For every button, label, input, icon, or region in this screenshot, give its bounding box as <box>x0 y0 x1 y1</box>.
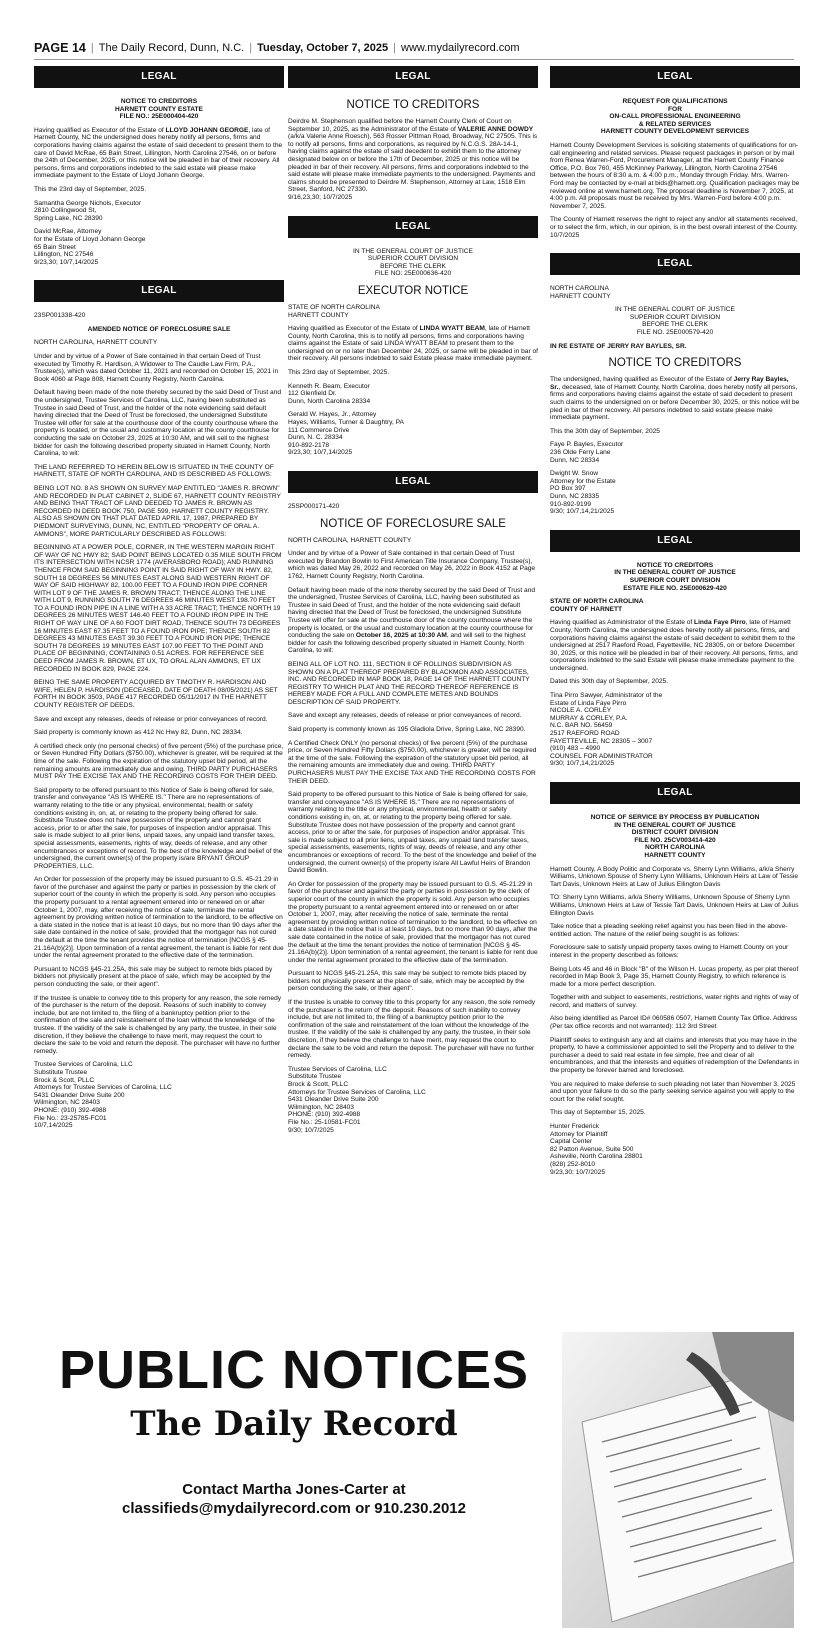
paragraph: Default having been made of the note thereby secured by the said Deed of Trust and the undersigned, Trustee Services of Carolina, LLC, having been substituted as Trustee in said Deed of Trust, and the holder of the note evidencing said default having directed that the Deed of Trust be foreclosed, the undersigned Substitute Trustee will offer for sale at the courthouse door of the county courthouse where the property is located, or the usual and customary location at the county courthouse for conducting the sale on October 23, 2025 at 10:30 AM, and will sell to the highest bidder for cash the following described property situated in Harnett County, North Carolina, to wit: <box>34 389 282 458</box>
file-number: 23SP001338-420 <box>34 312 86 320</box>
signature-attorney: David McRae, Attorney for the Estate of Lloyd Johann George 65 Bain Street Lillington, NC 27546 9/23,30; 10/7,14/2025 <box>34 228 146 266</box>
county-line: NORTH CAROLINA, HARNETT COUNTY <box>288 536 412 544</box>
notice-foreclosure-bowlin <box>288 503 538 1134</box>
signature-attorney: Hunter Frederick Attorney for Plaintiff Capital Center 82 Patton Avenue, Suite 500 Asheville, North Carolina 28801 (828) 252-8010 9/23,30; 10/7/2025 <box>550 1123 643 1176</box>
notice-heading: NOTICE TO CREDITORS HARNETT COUNTY ESTATE FILE NO.: 25E000404-420 <box>115 98 203 121</box>
paragraph: Plaintiff seeks to extinguish any and all claims and interests that you may have in the property, to have a commissioner appointed to sell the Property and to deliver to the purchaser a deed to said real estate in fee simple, free and clear of all encumbrances, and that the interests and equities of redemption of the Defendants in the property be forever barred and foreclosed. <box>550 1036 799 1075</box>
paragraph: Said property is commonly known as 195 Gladiola Drive, Spring Lake, NC 28390. <box>288 726 526 734</box>
legal-banner: LEGAL <box>288 471 538 493</box>
contact-line: Contact Martha Jones-Carter at <box>182 1481 406 1498</box>
column-3 <box>550 66 800 1182</box>
paragraph: The County of Harnett reserves the right to reject any and/or all statements received, or to select the firm, which, in our opinion, is in the best overall interest of the County. 10/7/2025 <box>550 216 798 239</box>
notice-lloyd-george <box>34 98 284 266</box>
paragraph: An Order for possession of the property may be issued pursuant to G.S. 45-21.29 in favor of the purchaser and against the party or parties in possession by the clerk of superior court of the county in which the property is sold. Any person who occupies the property pursuant to a rental agreement entered into or renewed on or after October 1, 2007, may, after receiving the notice of sale, terminate the rental agreement by providing written notice of termination to the landlord, to be effective on a date stated in the notice that is at least 10 days, but no more than 90 days, after the sale date contained in the notice of sale, provided that the mortgagor has not cured the default at the time the tenant provides the notice of termination [NCGS § 45-21.16A(b)(2)]. Upon termination of a rental agreement, the tenant is liable for rent due under the rental agreement prorated to the effective date of the termination. <box>288 880 538 964</box>
website-link[interactable]: www.mydailyrecord.com <box>401 42 520 54</box>
notice-body: Deirdre M. Stephenson qualified before the Harnett County Clerk of Court on September 10, 2025, as the Administrator of the Estate of VALERIE ANNE DOWDY (a/k/a Valerie Anne Roesch), 563 Rosser Pittman Road, Broadway, NC 27505. This is to notify all persons, firms and corporations, as required by N.C.G.S. 28A-14-1, having claims against the estate of said decedent to exhibit them to the attorney designated below on or before the 17th of December, 2025 or this notice will be pleaded in bar of their recovery. All persons, firms and corporations indebted to the said estate will please make immediate payments to the undersigned. Payments and claims should be presented to Deirdre M. Stephenson, Attorney at Law, 1518 Elm Street, Sanford, NC 27330. 9/16,23,30; 10/7/2025 <box>288 118 538 201</box>
legal-banner: LEGAL <box>288 216 538 238</box>
signature-executor: Kenneth R. Beam, Executor 112 Glenfield Dr. Dunn, North Carolina 28334 <box>288 382 371 405</box>
notice-valerie-dowdy <box>288 98 538 202</box>
notice-service-by-publication <box>550 814 800 1176</box>
notice-date: This the 30th day of September, 2025 <box>550 427 660 435</box>
separator: | <box>90 42 94 54</box>
paragraph: Pursuant to NCGS §45-21.25A, this sale may be subject to remote bids placed by bidders not physically present at the place of sale, which may be accepted by the person conducting the sale, or their agent". <box>288 970 527 993</box>
column-2 <box>288 66 538 1140</box>
signature-executor: Faye P. Bayles, Executor 236 Olde Ferry Lane Dunn, NC 28334 <box>550 441 624 464</box>
paragraph: Take notice that a pleading seeking relief against you has been filed in the above-entitled action. The nature of the relief being sought is as follows: <box>550 923 788 938</box>
notice-body: Having qualified as Executor of the Estate of LINDA WYATT BEAM, late of Harnett County, North Carolina, this is to notify all persons, firms and corporations having claims against the Estate of said LINDA WYATT BEAM to present them to the undersigned on or no later than December 24, 2025, or same will be pleaded in bar of their recovery. All persons indebted to said Estate please make immediate payment. <box>288 325 538 363</box>
paragraph: You are required to make defense to such pleading not later than November 3, 2025 and upon your failure to do so the party seeking service against you will apply to the court for the relief sought. <box>550 1080 796 1103</box>
notice-linda-beam <box>288 248 538 457</box>
legal-banner: LEGAL <box>550 782 800 804</box>
notice-amended-foreclosure <box>34 312 284 1129</box>
court-caption: IN THE GENERAL COURT OF JUSTICE SUPERIOR COURT DIVISION BEFORE THE CLERK FILE NO. 25E000579-420 <box>615 306 735 337</box>
file-number: 25SP000171-420 <box>288 503 340 510</box>
notice-heading: NOTICE OF SERVICE BY PROCESS BY PUBLICATION IN THE GENERAL COURT OF JUSTICE DISTRICT COURT DIVISION FILE NO. 25CV003414-420 NORTH CAROLINA HARNETT COUNTY <box>590 814 760 859</box>
paragraph: A certified check only (no personal checks) of five percent (5%) of the purchase price, or Seven Hundred Fifty Dollars ($750.00), whichever is greater, will be required at the time of the sale. Following the expiration of the statutory upset bid period, all the remaining amounts are immediately due and owing. THIRD PARTY PURCHASERS MUST PAY THE EXCISE TAX AND THE RECORDING COSTS FOR THEIR DEED. <box>34 742 284 781</box>
paragraph: BEING LOT NO. 8 AS SHOWN ON SURVEY MAP ENTITLED "JAMES R. BROWN" AND RECORDED IN PLAT CABINET 2, SLIDE 67, HARNETT COUNTY REGISTRY AND BEING THAT TRACT OF LAND DEEDED TO JAMES R. BROWN AS RECORDED IN DEED BOOK 750, PAGE 599, HARNETT COUNTY REGISTRY. ALSO AS SHOWN ON THAT PLAT DATED APRIL 17, 1987, PREPARED BY PIEDMONT SURVEYING, DUNN, NC, ENTITLED "PROPERTY OF ORAL A. AMMONS", MORE PARTICULARLY DESCRIBED AS FOLLOWS: <box>34 484 281 538</box>
paper-name: The Daily Record, Dunn, N.C. <box>98 42 245 54</box>
daily-record-logo: The Daily Record <box>130 1404 458 1444</box>
notice-body: Having qualified as Executor of the Estate of LLOYD JOHANN GEORGE, late of Harnett County, NC the undersigned does hereby notify all persons, firms and corporations having claims against the estate of said decedent to present them to the care of David McRae, 65 Bain Street, Lillington, North Carolina 27546, on or before the 24th of December, 2025, or this notice will be pleaded in bar of their recovery. All persons, firms and corporations indebted to the said estate will please make immediate payment to the Estate of Lloyd Johann George. <box>34 126 283 180</box>
ad-contact <box>34 1480 554 1518</box>
paragraph: Pursuant to NCGS §45-21.25A, this sale may be subject to remote bids placed by bidders not physically present at the place of sale, which may be accepted by the person conducting the sale, or their agent". <box>34 965 273 988</box>
court-caption: IN THE GENERAL COURT OF JUSTICE SUPERIOR COURT DIVISION BEFORE THE CLERK FILE NO: 25E000636-420 <box>353 247 473 278</box>
paragraph: Under and by virtue of a Power of Sale contained in that certain Deed of Trust executed by Timothy R. Hardison, A Widower to The Caudle Law Firm, P.A., Trustee(s), which was dated October 11, 2021 and recorded on October 15, 2021 in Book 4060 at Page 808, Harnett County Registry, North Carolina. <box>34 353 279 383</box>
paragraph: Foreclosure sale to satisfy unpaid property taxes owing to Harnett County on your interest in the property described as follows: <box>550 944 789 959</box>
legal-banner: LEGAL <box>34 66 284 88</box>
signature-trustee: Trustee Services of Carolina, LLC Substitute Trustee Brock & Scott, PLLC Attorneys for Trustee Services of Carolina, LLC 5431 Oleander Drive Suite 200 Wilmington, NC 28403 PHONE: (910) 392-4988 File No.: 25-10581-FC01 9/30; 10/7/2025 <box>288 1065 426 1134</box>
notice-heading: REQUEST FOR QUALIFICATIONS FOR ON-CALL PROFESSIONAL ENGINEERING & RELATED SERVICES HARNETT COUNTY DEVELOPMENT SERVICES <box>600 98 750 136</box>
state-line: STATE OF NORTH CAROLINA HARNETT COUNTY <box>288 303 380 319</box>
separator: | <box>249 42 253 54</box>
notice-linda-pirro <box>550 562 800 768</box>
public-notices-ad <box>34 1332 794 1628</box>
legal-banner: LEGAL <box>550 253 800 275</box>
paragraph: BEING ALL OF LOT NO. 111, SECTION II OF ROLLINGS SUBDIVISION AS SHOWN ON A PLAT THEREOF PREPARED BY BLACKMON AND ASSOCIATES, INC. AND RECORDED IN MAP BOOK 18, PAGE 14 OF THE HARNETT COUNTY REGISTRY TO WHICH PLAT AND THE RECORD THEREOF REFERENCE IS HEREBY MADE FOR A FULL AND COMPLETE METES AND BOUNDS DESCRIPTION OF SAID PROPERTY. <box>288 660 530 706</box>
page-number: PAGE 14 <box>34 41 86 55</box>
signature-administrator: Tina Pirro Sawyer, Administrator of the Estate of Linda Faye Pirro NICOLE A. CORLEY MURRAY & CORLEY, P.A. N.C. BAR NO. 56459 2517 RAEFORD ROAD FAYETTEVILLE, NC 28305 – 3007 (910) 483 – 4990 COUNSEL FOR ADMINISTRATOR 9/30; 10/7,14,21/2025 <box>550 692 663 768</box>
paragraph: Said property to be offered pursuant to this Notice of Sale is being offered for sale, transfer and conveyance "AS IS WHERE IS." There are no representations of warranty relating to the title or any physical, environmental, health or safety conditions existing in, on, at, or relating to the property being offered for sale. Substitute Trustee does not have possession of the property and cannot grant access, prior to or after the sale, for purposes of inspection and/or appraisal. This sale is made subject to all prior liens, unpaid taxes, any unpaid land transfer taxes, special assessments, easements, rights of way, deeds of release, and any other encumbrances or exceptions of record. To the best of the knowledge and belief of the undersigned, the current owner(s) of the property is/are BRYANT GROUP PROPERTIES, LLC. <box>34 786 283 870</box>
paragraph: THE LAND REFERRED TO HEREIN BELOW IS SITUATED IN THE COUNTY OF HARNETT, STATE OF NORTH CAROLINA, AND IS DESCRIBED AS FOLLOWS: <box>34 463 274 479</box>
signature-attorney: Gerald W. Hayes, Jr., Attorney Hayes, Williams, Turner & Daughtry, PA 111 Commerce Drive Dunn, N. C. 28334 910-892-2178 9/23,30; 10/7,14/2025 <box>288 411 404 457</box>
signature-trustee: Trustee Services of Carolina, LLC Substitute Trustee Brock & Scott, PLLC Attorneys for Trustee Services of Carolina, LLC 5431 Oleander Drive Suite 200 Wilmington, NC 28403 PHONE: (910) 392-4988 File No.: 23-25785-FC01 10/7,14/2025 <box>34 1061 172 1130</box>
paragraph: If the trustee is unable to convey title to this property for any reason, the sole remedy of the purchaser is the return of the deposit. Reasons of such inability to convey include, but are not limited to, the filing of a bankruptcy petition prior to the confirmation of the sale and reinstatement of the loan without the knowledge of the trustee. If the validity of the sale is challenged by any party, the trustee, in their sole discretion, if they believe the challenge to have merit, may request the court to declare the sale to be void and return the deposit. The purchaser will have no further remedy. <box>288 999 536 1060</box>
notice-date: Dated this 30th day of September, 2025. <box>550 678 669 686</box>
paragraph: Under and by virtue of a Power of Sale contained in that certain Deed of Trust executed by Brandon Bowlin to First American Title Insurance Company, Trustee(s), which was dated May 26, 2022 and recorded on May 26, 2022 in Book 4152 at Page 1762, Harnett County Registry, North Carolina. <box>288 550 536 580</box>
paragraph: Save and except any releases, deeds of release or prior conveyances of record. <box>288 712 522 720</box>
notice-rfq-engineering <box>550 98 800 239</box>
separator: | <box>393 42 396 54</box>
paragraph: An Order for possession of the property may be issued pursuant to G.S. 45-21.29 in favor of the purchaser and against the party or parties in possession by the clerk of superior court of the county in which the property is sold. Any person who occupies the property pursuant to a rental agreement entered into or renewed on or after October 1, 2007, may, after receiving the notice of sale, terminate the rental agreement by providing written notice of termination to the landlord, to be effective on a date stated in the notice that is at least 10 days, but no more than 90 days after the sale date contained in the notice of sale, provided that the mortgagor has not cured the default at the time the tenant provides the notice of termination [NCGS § 45-21.16A(b)(2)]. Upon termination of a rental agreement, the tenant is liable for rent due under the rental agreement prorated to the effective date of the termination. <box>34 876 284 960</box>
notice-date: This day of September 15, 2025. <box>550 1109 646 1117</box>
notice-heading: EXECUTOR NOTICE <box>357 284 469 297</box>
paragraph: Said property is commonly known as 412 Nc Hwy 82, Dunn, NC 28334. <box>34 729 243 737</box>
paragraph: TO: Sherry Lynn Williams, a/k/a Sherry Williams, Unknown Spouse of Sherry Lynn Williams, Unknown Heirs at Law of Tessie Tart Davis, Unknown Heirs at Law of Julius Ellington Davis <box>550 894 799 917</box>
header-rule <box>34 59 794 60</box>
county-line: NORTH CAROLINA, HARNETT COUNTY <box>34 339 158 347</box>
paragraph: If the trustee is unable to convey title to this property for any reason, the sole remedy of the purchaser is the return of the deposit. Reasons of such inability to convey include, but are not limited to, the filing of a bankruptcy petition prior to the confirmation of the sale and reinstatement of the loan without the knowledge of the trustee. If the validity of the sale is challenged by any party, the trustee, in their sole discretion, if they believe the challenge to have merit, may request the court to declare the sale to be void and return the deposit. The purchaser will have no further remedy. <box>34 994 282 1055</box>
contact-email-phone[interactable]: classifieds@mydailyrecord.com or 910.230.2012 <box>122 1500 466 1517</box>
newspaper-photo-icon <box>562 1332 794 1628</box>
estate-line: IN RE ESTATE OF JERRY RAY BAYLES, SR. <box>550 342 687 350</box>
page-header <box>34 40 794 56</box>
signature-executor: Samantha George Nichols, Executor 2810 Collingwood St, Spring Lake, NC 28390 <box>34 199 142 222</box>
legal-banner: LEGAL <box>34 280 284 302</box>
legal-banner: LEGAL <box>288 66 538 88</box>
signature-attorney: Dwight W. Snow Attorney for the Estate PO Box 397 Dunn, NC 28335 910-892-9199 9/30; 10/7,14,21/2025 <box>550 470 616 516</box>
issue-date: Tuesday, October 7, 2025 <box>257 42 389 54</box>
notice-date: This 23rd day of September, 2025. <box>288 369 390 377</box>
paragraph: Harnett County, A Body Politic and Corporate vs. Sherry Lynn Williams, a/k/a Sherry Williams, Unknown Spouse of Sherry Lynn Williams, Unknown Heirs at Law of Tessie Tart Davis, Unknown Heirs at Law of Julius Ellington Davis <box>550 865 799 888</box>
paragraph: BEING THE SAME PROPERTY ACQUIRED BY TIMOTHY R. HARDISON AND WIFE, HELEN P. HARDISON (DECEASED, DATE OF DEATH 08/05/2021) AS SET FORTH IN BOOK 3503, PAGE 417 RECORDED 05/11/2017 IN THE HARNETT COUNTY REGISTER OF DEEDS. <box>34 679 278 709</box>
paragraph: Also being identified as Parcel ID# 060586 0507, Harnett County Tax Office. Address (Per tax office records and not warranted): 112 3rd Street <box>550 1015 798 1031</box>
paragraph: Being Lots 45 and 46 in Block "B" of the Wilson H. Lucas property, as per plat thereof recorded in Map Book 3, Page 35, Harnett County Registry, to which reference is made for a more perfect description. <box>550 965 799 988</box>
legal-banner: LEGAL <box>550 66 800 88</box>
notice-body: The undersigned, having qualified as Executor of the Estate of Jerry Ray Bayles, Sr., deceased, late of Harnett County, North Carolina, does hereby notify all persons, firms and corporations having claims against the estate of said decedent to present such claims to the undersigned on or before December 30, 2025, or this notice will be pled in bar of their recovery. All persons indebted to said estate please make immediate payment. <box>550 376 800 422</box>
notice-body: Having qualified as Administrator of the Estate of Linda Faye Pirro, late of Harnett County, North Carolina, the undersigned does hereby notify all persons, firms, and corporations having claims against the estate of said decedent to exhibit them to the undersigned at 2517 Raeford Road, Fayetteville, NC 28305, on or before December 30, 2025, or this notice will be pleaded in bar of their recovery. All persons, firms, and corporations indebted to the said Estate will please make immediate payment to the undersigned. <box>550 619 798 672</box>
notice-heading: NOTICE TO CREDITORS <box>608 357 742 370</box>
notice-jerry-bayles <box>550 285 800 516</box>
state-line: STATE OF NORTH CAROLINA COUNTY OF HARNETT <box>550 598 644 613</box>
paragraph: Save and except any releases, deeds of release or prior conveyances of record. <box>34 715 268 723</box>
paragraph: BEGINNING AT A POWER POLE, CORNER, IN THE WESTERN MARGIN RIGHT OF WAY OF NC HWY 82; SAID POINT BEING LOCATED 0.35 MILE SOUTH FROM ITS INTERSECTION WITH NCSR 1774 (AVERASBORO ROAD); AND RUNNING THENCE FROM SAID BEGINNING POINT IN SAID RIGHT OF WAY IN HWY. 82, SOUTH 18 DEGREES 56 MINUTES EAST ALONG SAID WESTERN RIGHT OF WAY OF SAID HIGHWAY 82, 100.00 FEET TO A FOUND IRON PIPE CORNER WITH LOT 9 OF THE JAMES R. BROWN TRACT; THENCE ALONG THE LINE WITH LOT 9, RUNNING SOUTH 76 DEGREES 46 MINUTES WEST 198.70 FEET TO A FOUND IRON PIPE IN A LINE WITH A 33 ACRE TRACT; THENCE NORTH 19 DEGREES 26 MINUTES WEST 146.40 FEET TO A FOUND IRON PIPE IN THE RIGHT OF WAY LINE OF A 60 FOOT DIRT ROAD, THENCE SOUTH 73 DEGREES 16 MINUTES EAST 67.35 FEET TO A FOUND IRON PIPE; THENCE SOUTH 82 DEGREES 43 MINUTES EAST 39.30 FEET TO A FOUND IRON PIPE; THENCE SOUTH 78 DEGREES 19 MINUTES EAST 107.90 FEET TO THE POINT AND PLACE OF BEGINNING, CONTAINING 0.51 ACRES. FOR REFERENCE SEE DEED FROM JAMES R. BROWN, ET UX, TO ORAL ALAN AMMONS, ET UX RECORDED IN BOOK 829, PAGE 224. <box>34 544 282 673</box>
paragraph: Default having been made of the note thereby secured by the said Deed of Trust and the undersigned, Trustee Services of Carolina, LLC, having been substituted as Trustee in said Deed of Trust, and the holder of the note evidencing said default having directed that the Deed of Trust be foreclosed, the undersigned Substitute Trustee will offer for sale at the courthouse door of the county courthouse where the property is located, or the usual and customary location at the county courthouse for conducting the sale on October 16, 2025 at 10:30 AM, and will sell to the highest bidder for cash the following described property situated in Harnett County, North Carolina, to wit: <box>288 586 536 655</box>
notice-heading: AMENDED NOTICE OF FORECLOSURE SALE <box>87 325 231 333</box>
column-1 <box>34 66 284 1136</box>
state-line: NORTH CAROLINA HARNETT COUNTY <box>550 285 611 300</box>
notice-date: This the 23rd day of September, 2025. <box>34 185 147 193</box>
ad-title: PUBLIC NOTICES <box>58 1340 530 1400</box>
paragraph: Together with and subject to easements, restrictions, water rights and rights of way of record, and matters of survey. <box>550 994 799 1009</box>
paragraph: Harnett County Development Services is soliciting statements of qualifications for on-call engineering and related services. Please request packages in person or by mail from Renea Warren-Ford, Procurement Manager, at the Harnett County Finance Office, P.O. Box 760, 455 McKinney Parkway, Lillington, North Carolina 27546 between the hours of 8:30 a.m. & 4:00 p.m., Monday through Friday. Mrs. Warren-Ford may be contacted by e-mail at bids@harnett.org. Qualification packages may be reviewed online at www.harnett.org. The proposal deadline is November 7, 2025, at 4:00 p.m. All proposals must be received by Mrs. Warren-Ford before 4:00 p.m. November 7, 2025. <box>550 141 800 210</box>
paragraph: Said property to be offered pursuant to this Notice of Sale is being offered for sale, transfer and conveyance "AS IS WHERE IS." There are no representations of warranty relating to the title or any physical, environmental, health or safety conditions existing in, on, at, or relating to the property being offered for sale. Substitute Trustee does not have possession of the property and cannot grant access, prior to or after the sale, for purposes of inspection and/or appraisal. This sale is made subject to all prior liens, unpaid taxes, any unpaid land transfer taxes, special assessments, easements, rights of way, deeds of release, and any other encumbrances or exceptions of record. To the best of the knowledge and belief of the undersigned, the current owner(s) of the property is/are All Lawful Heirs of Brandon David Bowlin. <box>288 791 537 875</box>
legal-banner: LEGAL <box>550 530 800 552</box>
notice-heading: NOTICE OF FORECLOSURE SALE <box>320 517 506 530</box>
notice-heading: NOTICE TO CREDITORS IN THE GENERAL COURT OF JUSTICE SUPERIOR COURT DIVISION ESTATE FILE NO. 25E000629-420 <box>614 561 736 592</box>
paragraph: A Certified Check ONLY (no personal checks) of five percent (5%) of the purchase price, or Seven Hundred Fifty Dollars ($750.00), whichever is greater, will be required at the time of the sale. Following the expiration of the statutory upset bid period, all the remaining amounts are immediately due and owing. THIRD PARTY PURCHASERS MUST PAY THE EXCISE TAX AND THE RECORDING COSTS FOR THEIR DEED. <box>288 739 537 785</box>
notice-heading: NOTICE TO CREDITORS <box>346 99 480 111</box>
